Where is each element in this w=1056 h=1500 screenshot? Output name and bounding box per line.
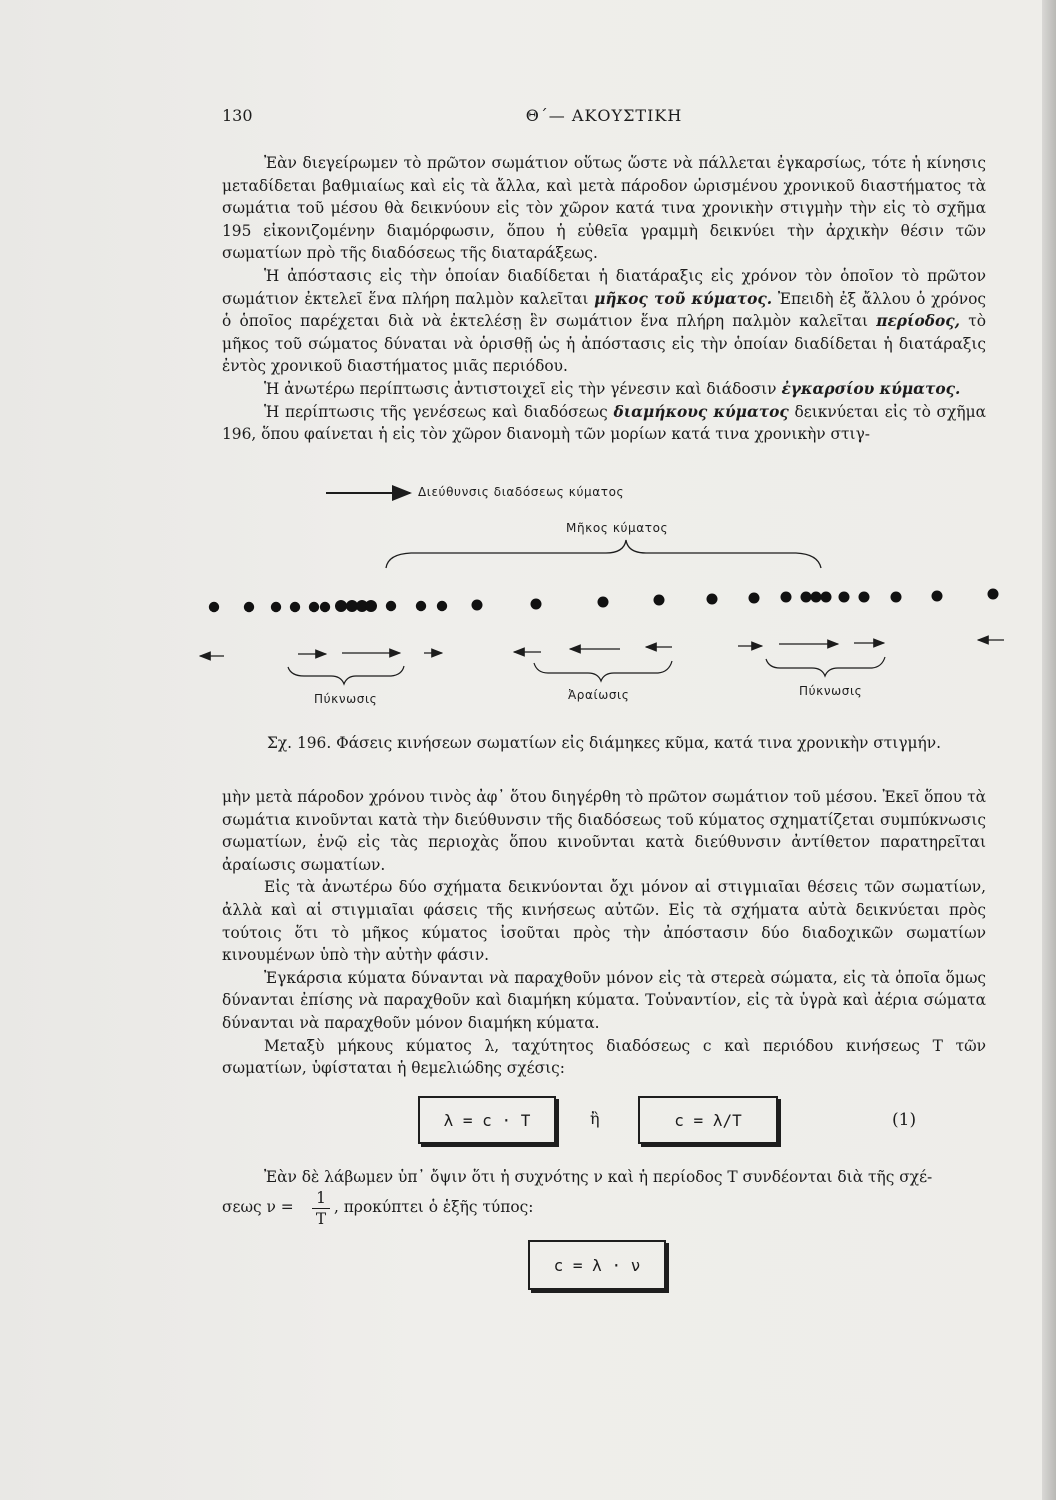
particle <box>244 602 254 612</box>
brace-rarefaction <box>534 661 672 681</box>
formula-speed: c = λ/T <box>638 1096 778 1144</box>
particle <box>932 591 943 602</box>
particles <box>209 589 999 613</box>
fraction-numerator: 1 <box>312 1188 330 1209</box>
particle <box>988 589 999 600</box>
particle <box>821 592 832 603</box>
wave-diagram <box>196 478 1016 718</box>
fraction-denominator: T <box>315 1210 327 1228</box>
particle <box>290 602 300 612</box>
text-run: δεικνύεται εἰς τὸ σχῆμα 196, ὅπου φαίνεται ἡ εἰς τὸν χῶρον διανομὴ τῶν μορίων κατά τινα χρονικὴν στιγ- <box>222 402 986 444</box>
particle <box>386 601 396 611</box>
text-block-middle <box>222 786 986 1080</box>
particle <box>365 600 377 612</box>
or-word: ἢ <box>590 1109 600 1128</box>
particle <box>859 592 870 603</box>
fraction-line <box>222 1189 986 1236</box>
paragraph: Ἐὰν δὲ λάβωμεν ὑπ᾽ ὄψιν ὅτι ἡ συχνότης ν καὶ ἡ περίοδος T συνδέονται διὰ τῆς σχέ- <box>264 1168 933 1186</box>
rarefaction-label: Ἀραίωσις <box>568 688 630 702</box>
brace-compression-right <box>766 657 885 676</box>
particle <box>781 592 792 603</box>
page-header <box>222 106 986 130</box>
particle <box>811 592 822 603</box>
page-spine-shadow <box>1042 0 1056 1500</box>
text-run: Ἡ ἀπόστασις εἰς τὴν ὁποίαν διαδίδεται ἡ διατάραξις εἰς χρόνον τὸν ὁποῖον τὸ πρῶτον σωμάτιον ἐκτελεῖ ἕνα πλήρη παλμὸν καλεῖται <box>222 266 986 308</box>
text-run: σεως ν = <box>222 1198 294 1216</box>
running-title: Θ΄— ΑΚΟΥΣΤΙΚΗ <box>525 106 683 125</box>
direction-label: Διεύθυνσις διαδόσεως κύματος <box>418 485 625 499</box>
particle <box>309 602 319 612</box>
particle <box>472 600 483 611</box>
particle <box>839 592 850 603</box>
brace-compression-left <box>288 666 404 684</box>
figure-caption: Σχ. 196. Φάσεις κινήσεων σωματίων εἰς διάμηκες κῦμα, κατά τινα χρονικὴν στιγμήν. <box>266 734 942 752</box>
term-period: περίοδος, <box>876 312 961 331</box>
compression-label-left: Πύκνωσις <box>314 692 378 706</box>
text-run: , προκύπτει ὁ ἑξῆς τύπος: <box>334 1198 534 1216</box>
paragraph: Ἐγκάρσια κύματα δύνανται νὰ παραχθοῦν μόνον εἰς τὰ στερεὰ σώματα, εἰς τὰ ὁποῖα ὅμως δύνανται ἐπίσης νὰ παραχθοῦν καὶ διαμήκη κύματα. Τοὐναντίον, εἰς τὰ ὑγρὰ καὶ ἀέρια σώματα δύνανται νὰ παραχθοῦν μόνον διαμήκη κύματα. <box>222 968 986 1032</box>
text-run: Ἡ περίπτωσις τῆς γενέσεως καὶ διαδόσεως <box>264 402 614 421</box>
particle <box>654 595 665 606</box>
equation-number: (1) <box>892 1110 917 1130</box>
region-braces <box>288 657 885 684</box>
fraction <box>312 1188 330 1229</box>
term-transverse-wave: ἐγκαρσίου κύματος. <box>781 379 961 398</box>
paragraph: Ἐὰν διεγείρωμεν τὸ πρῶτον σωμάτιον οὕτως ὥστε νὰ πάλλεται ἐγκαρσίως, τότε ἡ κίνησις μεταδίδεται βαθμιαίως καὶ εἰς τὰ ἄλλα, καὶ μετὰ πάροδον ὡρισμένου χρονικοῦ διαστήματος τὰ σωμάτια τοῦ μέσου θὰ δεικνύουν εἰς τὸν χῶρον κατά τινα χρονικὴν στιγμὴν τὴν εἰς τὸ σχῆμα 195 εἰκονιζομένην διαμόρφωσιν, ὅπου ἡ εὐθεῖα γραμμὴ δεικνύει τὴν ἀρχικὴν θέσιν τῶν σωματίων πρὸ τῆς διαδόσεως τῆς διαταράξεως. <box>222 154 986 263</box>
term-wavelength: μῆκος τοῦ κύματος. <box>594 289 773 308</box>
page-number: 130 <box>222 106 253 125</box>
text-block-top <box>222 152 986 446</box>
particle <box>891 592 902 603</box>
particle <box>271 602 281 612</box>
particle <box>209 602 219 612</box>
particle <box>416 601 426 611</box>
text-run: Ἡ ἀνωτέρω περίπτωσις ἀντιστοιχεῖ εἰς τὴν γένεσιν καὶ διάδοσιν <box>264 379 782 398</box>
particle <box>749 593 760 604</box>
text-block-bottom <box>222 1166 986 1189</box>
paragraph: μὴν μετὰ πάροδον χρόνου τινὸς ἀφ᾽ ὅτου διηγέρθη τὸ πρῶτον σωμάτιον τοῦ μέσου. Ἐκεῖ ὅπου τὰ σωμάτια κινοῦνται κατὰ τὴν διεύθυνσιν τῆς διαδόσεως τοῦ κύματος σχηματίζεται συμπύκνωσις σωματίων, ἐνῷ εἰς τὰς περιοχὰς ὅπου κινοῦνται κατὰ διεύθυνσιν ἀντίθετον παρατηρεῖται ἀραίωσις σωματίων. <box>222 788 986 874</box>
particle <box>320 602 330 612</box>
compression-label-right: Πύκνωσις <box>799 684 863 698</box>
particle <box>598 597 609 608</box>
wavelength-brace <box>386 540 821 568</box>
text-run: τὸ μῆκος τοῦ σώματος δύναται νὰ ὁρισθῇ ὡς ἡ ἀπόστασις εἰς τὴν ὁποίαν διαδίδεται ἡ διατάραξις ἐντὸς χρονικοῦ διαστήματος μιᾶς περιόδου. <box>222 312 986 376</box>
paragraph <box>222 378 986 401</box>
paragraph: Εἰς τὰ ἀνωτέρω δύο σχήματα δεικνύονται ὄχι μόνον αἱ στιγμιαῖαι θέσεις τῶν σωματίων, ἀλλὰ καὶ αἱ στιγμιαῖαι φάσεις τῆς κινήσεως αὐτῶν. Εἰς τὰ σχήματα αὐτὰ δεικνύεται πρὸς τούτοις ὅτι τὸ μῆκος κύματος ἰσοῦται πρὸς τὴν ἀπόστασιν δύο διαδοχικῶν σωματίων κινουμένων ὑπὸ τὴν αὐτὴν φάσιν. <box>222 878 986 965</box>
paragraph <box>222 265 986 378</box>
particle <box>335 600 347 612</box>
particle <box>531 599 542 610</box>
particle <box>707 594 718 605</box>
formula-wavelength: λ = c · T <box>418 1096 556 1144</box>
formula-frequency: c = λ · ν <box>528 1240 666 1290</box>
paragraph <box>222 401 986 446</box>
text-run: Ἐπειδὴ ἐξ ἄλλου ὁ χρόνος ὁ ὁποῖος παρέχεται διὰ νὰ ἐκτελέσῃ ἓν σωμάτιον ἕνα πλήρη παλμὸν καλεῖται <box>222 289 987 331</box>
particle <box>801 592 812 603</box>
figure-196 <box>196 478 1016 718</box>
velocity-arrows <box>200 640 1004 656</box>
paragraph: Μεταξὺ μήκους κύματος λ, ταχύτητος διαδόσεως c καὶ περιόδου κινήσεως T τῶν σωματίων, ὑφίσταται ἡ θεμελιώδης σχέσις: <box>222 1036 986 1078</box>
wavelength-label: Μῆκος κύματος <box>566 521 669 535</box>
particle <box>437 601 447 611</box>
formula-row <box>222 1096 986 1154</box>
term-longitudinal-wave: διαμήκους κύματος <box>613 402 789 421</box>
